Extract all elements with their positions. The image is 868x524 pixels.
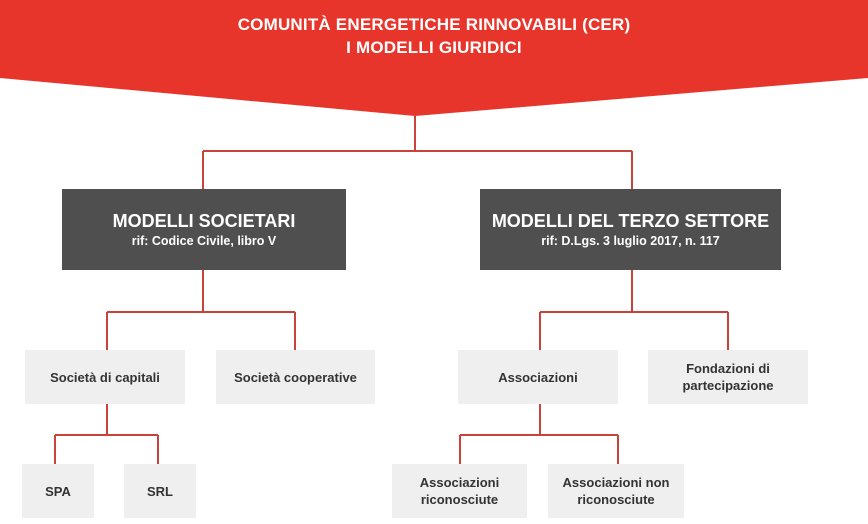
box-modelli-societari-subtitle: rif: Codice Civile, libro V <box>131 233 277 248</box>
node-associazioni: Associazioni <box>458 350 618 404</box>
node-spa: SPA <box>22 464 94 518</box>
box-modelli-terzo-settore <box>480 189 781 270</box>
banner-title-line1: COMUNITÀ ENERGETICHE RINNOVABILI (CER) <box>237 15 631 34</box>
banner-title-line2: I MODELLI GIURIDICI <box>346 38 522 57</box>
connector-associazioni <box>460 403 618 464</box>
box-modelli-societari-title: MODELLI SOCIETARI <box>112 210 296 231</box>
connector-societari <box>107 270 295 350</box>
node-associazioni-riconosciute: Associazioni riconosciute <box>392 464 527 518</box>
node-societa-di-capitali: Società di capitali <box>25 350 185 404</box>
node-fondazioni-di-partecipazione: Fondazioni di partecipazione <box>648 350 808 404</box>
connector-terzo <box>540 270 728 350</box>
box-modelli-societari <box>62 189 346 270</box>
node-srl: SRL <box>124 464 196 518</box>
box-modelli-terzo-settore-title: MODELLI DEL TERZO SETTORE <box>491 210 770 231</box>
node-societa-cooperative: Società cooperative <box>216 350 375 404</box>
connector-root <box>203 116 632 189</box>
connector-capitali <box>55 403 158 464</box>
node-associazioni-non-riconosciute: Associazioni non riconosciute <box>548 464 684 518</box>
box-modelli-terzo-settore-subtitle: rif: D.Lgs. 3 luglio 2017, n. 117 <box>541 233 720 248</box>
